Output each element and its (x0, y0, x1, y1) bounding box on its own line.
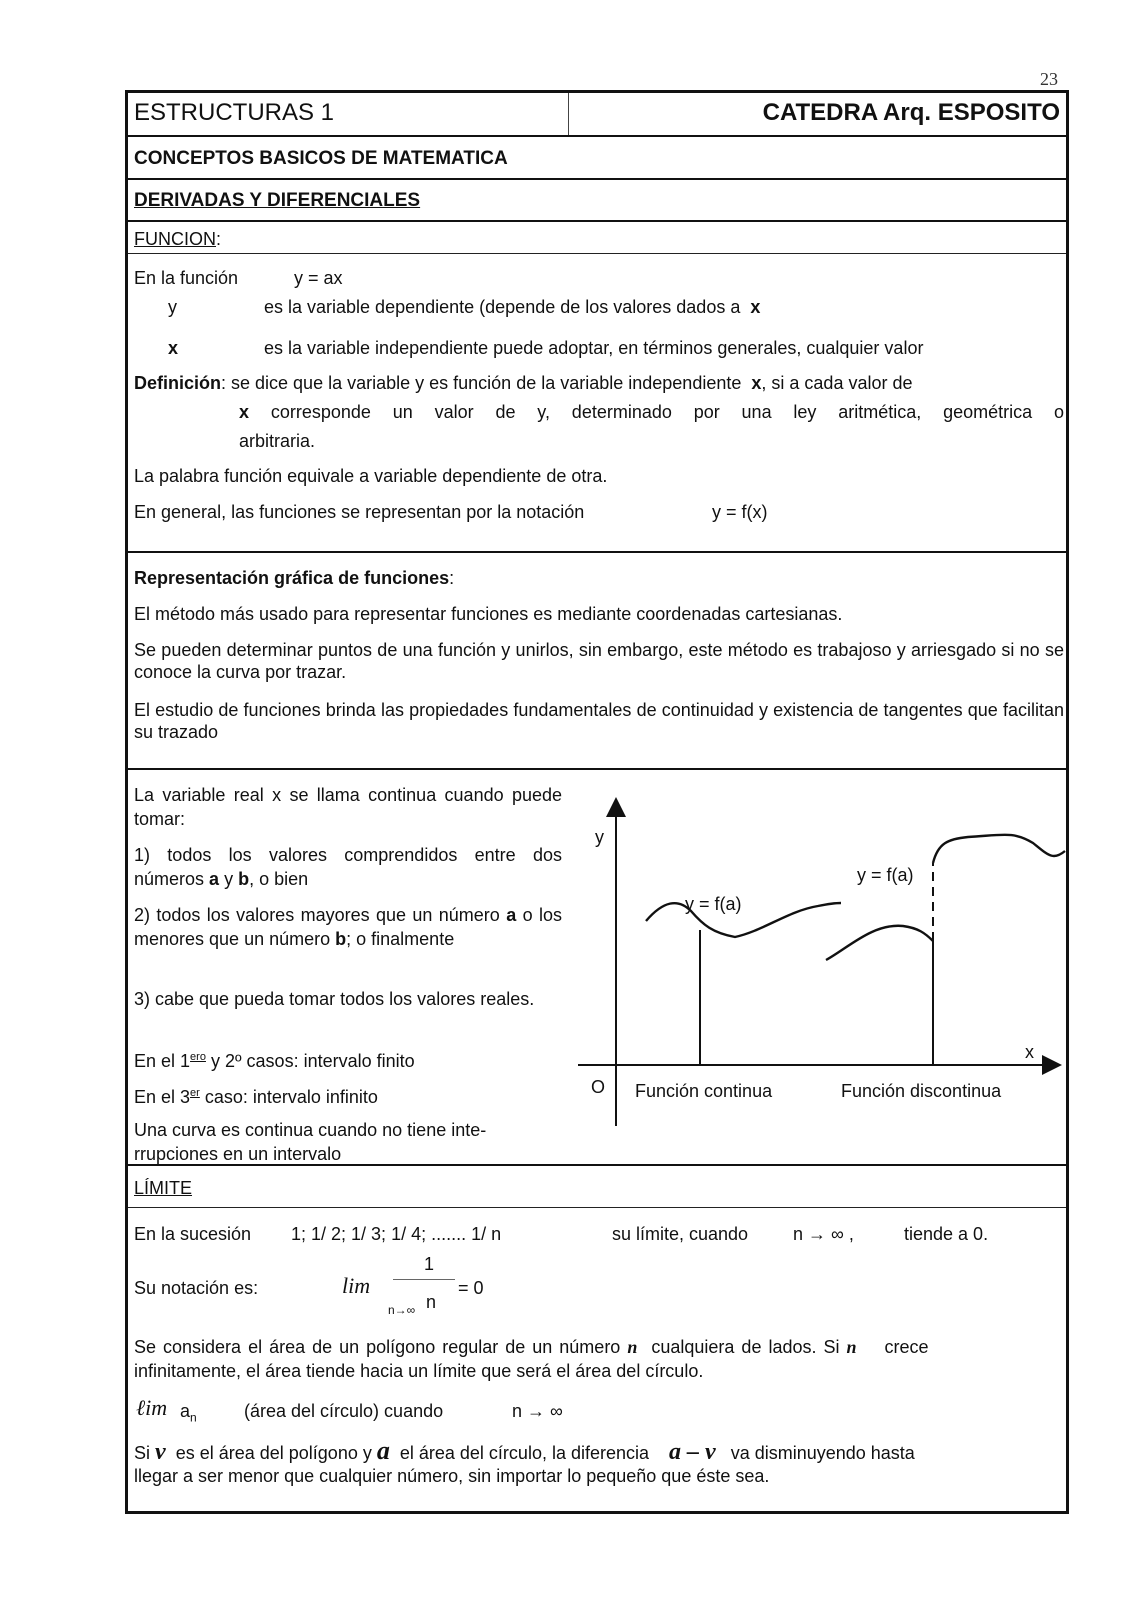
lim-subscript: n→∞ (388, 1303, 416, 1317)
origin-label: O (591, 1077, 606, 1097)
section-title: CONCEPTOS BASICOS DE MATEMATICA (134, 148, 508, 169)
difference-line2: llegar a ser menor que cualquier número, sin importar lo pequeño que éste sea. (134, 1466, 770, 1486)
divider (128, 253, 1066, 254)
notation-label: Su notación es: (134, 1278, 259, 1298)
course-title: ESTRUCTURAS 1 (134, 99, 335, 126)
representacion-heading: Representación gráfica de funciones: (134, 568, 455, 588)
y-axis-label: y (595, 827, 604, 847)
sequence-label: En la sucesión (134, 1224, 252, 1244)
divider (128, 1164, 1066, 1166)
fraction-denominator: n (426, 1292, 437, 1312)
y-variable: y (168, 297, 177, 317)
lim-result: = 0 (458, 1278, 484, 1298)
x-variable: x (168, 338, 179, 358)
page-number: 23 (1040, 69, 1058, 89)
case-1-2: En el $1^{ero}$ y 2º casos: intervalo finito (134, 1051, 415, 1071)
divider (128, 768, 1066, 770)
continuity-item-1: 1) todos los valores comprendidos entre dos números a y b, o bien (134, 845, 562, 889)
polygon-line1: Se considera el área de un polígono regular de un número n cualquiera de lados. Si n crece (134, 1337, 929, 1357)
divider (128, 1207, 1066, 1208)
case-3: En el 3er caso: intervalo infinito (134, 1087, 378, 1107)
continuity-item-3: 3) cabe que pueda tomar todos los valores reales. (134, 989, 535, 1009)
chair-title: CATEDRA Arq. ESPOSITO (762, 99, 1060, 126)
x-axis-label: x (1025, 1042, 1034, 1062)
intro-formula: y = ax (294, 268, 343, 288)
sequence-values: 1; 1/ 2; 1/ 3; 1/ 4; ....... 1/ n (291, 1224, 502, 1244)
intro-label: En la función (134, 268, 239, 288)
divider (128, 178, 1066, 180)
fraction-numerator: 1 (424, 1254, 435, 1274)
limite-heading: LÍMITE (134, 1178, 193, 1198)
fraction-bar (393, 1279, 455, 1280)
lim-symbol: lim (342, 1273, 371, 1298)
x-description: es la variable independiente puede adoptar, en términos generales, cualquier valor (264, 338, 924, 358)
continuous-point-label: y = f(a) (685, 894, 742, 914)
discontinuous-left-curve (826, 926, 933, 960)
continuity-intro: La variable real x se llama continua cuando puede tomar: (134, 785, 562, 829)
discontinuous-point-label: y = f(a) (857, 865, 914, 885)
sequence-limit-result: tiende a 0. (904, 1224, 989, 1244)
continuous-curve (646, 903, 841, 937)
divider (128, 220, 1066, 222)
lim2-text: (área del círculo) cuando (244, 1401, 444, 1421)
sequence-limit-text: su límite, cuando (612, 1224, 749, 1244)
definition-line1: Definición: se dice que la variable y es función de la variable independiente x, si a cada valor de (134, 373, 913, 393)
representacion-p3: El estudio de funciones brinda las propiedades fundamentales de continuidad y existencia de tangentes que facilitan su trazado (134, 700, 1064, 742)
y-description: es la variable dependiente (depende de los valores dados a x (264, 297, 761, 317)
representacion-p1: El método más usado para representar funciones es mediante coordenadas cartesianas. (134, 604, 843, 624)
definition-line3: arbitraria. (239, 431, 316, 451)
continuity-item-2: 2) todos los valores mayores que un número a o los menores que un número b; o finalmente (134, 905, 562, 949)
representacion-p2: Se pueden determinar puntos de una función y unirlos, sin embargo, este método es trabajoso y arriesgado si no se conoce la curva por trazar. (134, 640, 1064, 682)
divider (128, 551, 1066, 553)
subsection-title: DERIVADAS Y DIFERENCIALES (134, 190, 421, 211)
notation-formula: y = f(x) (712, 502, 768, 522)
document-frame (125, 90, 1069, 1514)
lim2-variable: $a_n$ (180, 1401, 197, 1425)
lim2-symbol: ℓim (136, 1395, 168, 1420)
funcion-heading: FUNCION: (134, 229, 222, 249)
difference-line1: Si v es el área del polígono y a el área del círculo, la diferencia a – v va disminuyendo hasta (134, 1436, 915, 1465)
continuous-caption: Función continua (635, 1081, 773, 1101)
equivalence-text: La palabra función equivale a variable dependiente de otra. (134, 466, 608, 486)
discontinuous-caption: Función discontinua (841, 1081, 1002, 1101)
sequence-limit-expr: n → ∞ , (793, 1224, 854, 1244)
continuity-curve-text: Una curva es continua cuando no tiene inte-rrupciones en un intervalo (134, 1120, 487, 1164)
polygon-line2: infinitamente, el área tiende hacia un límite que será el área del círculo. (134, 1361, 704, 1381)
discontinuous-right-curve (933, 835, 1065, 863)
lim2-expr: n → ∞ (512, 1401, 563, 1421)
divider (128, 135, 1066, 137)
header-divider (568, 93, 569, 137)
definition-line2: x corresponde un valor de y, determinado por una ley aritmética, geométrica o (239, 402, 1064, 422)
notation-text: En general, las funciones se representan por la notación (134, 502, 585, 522)
